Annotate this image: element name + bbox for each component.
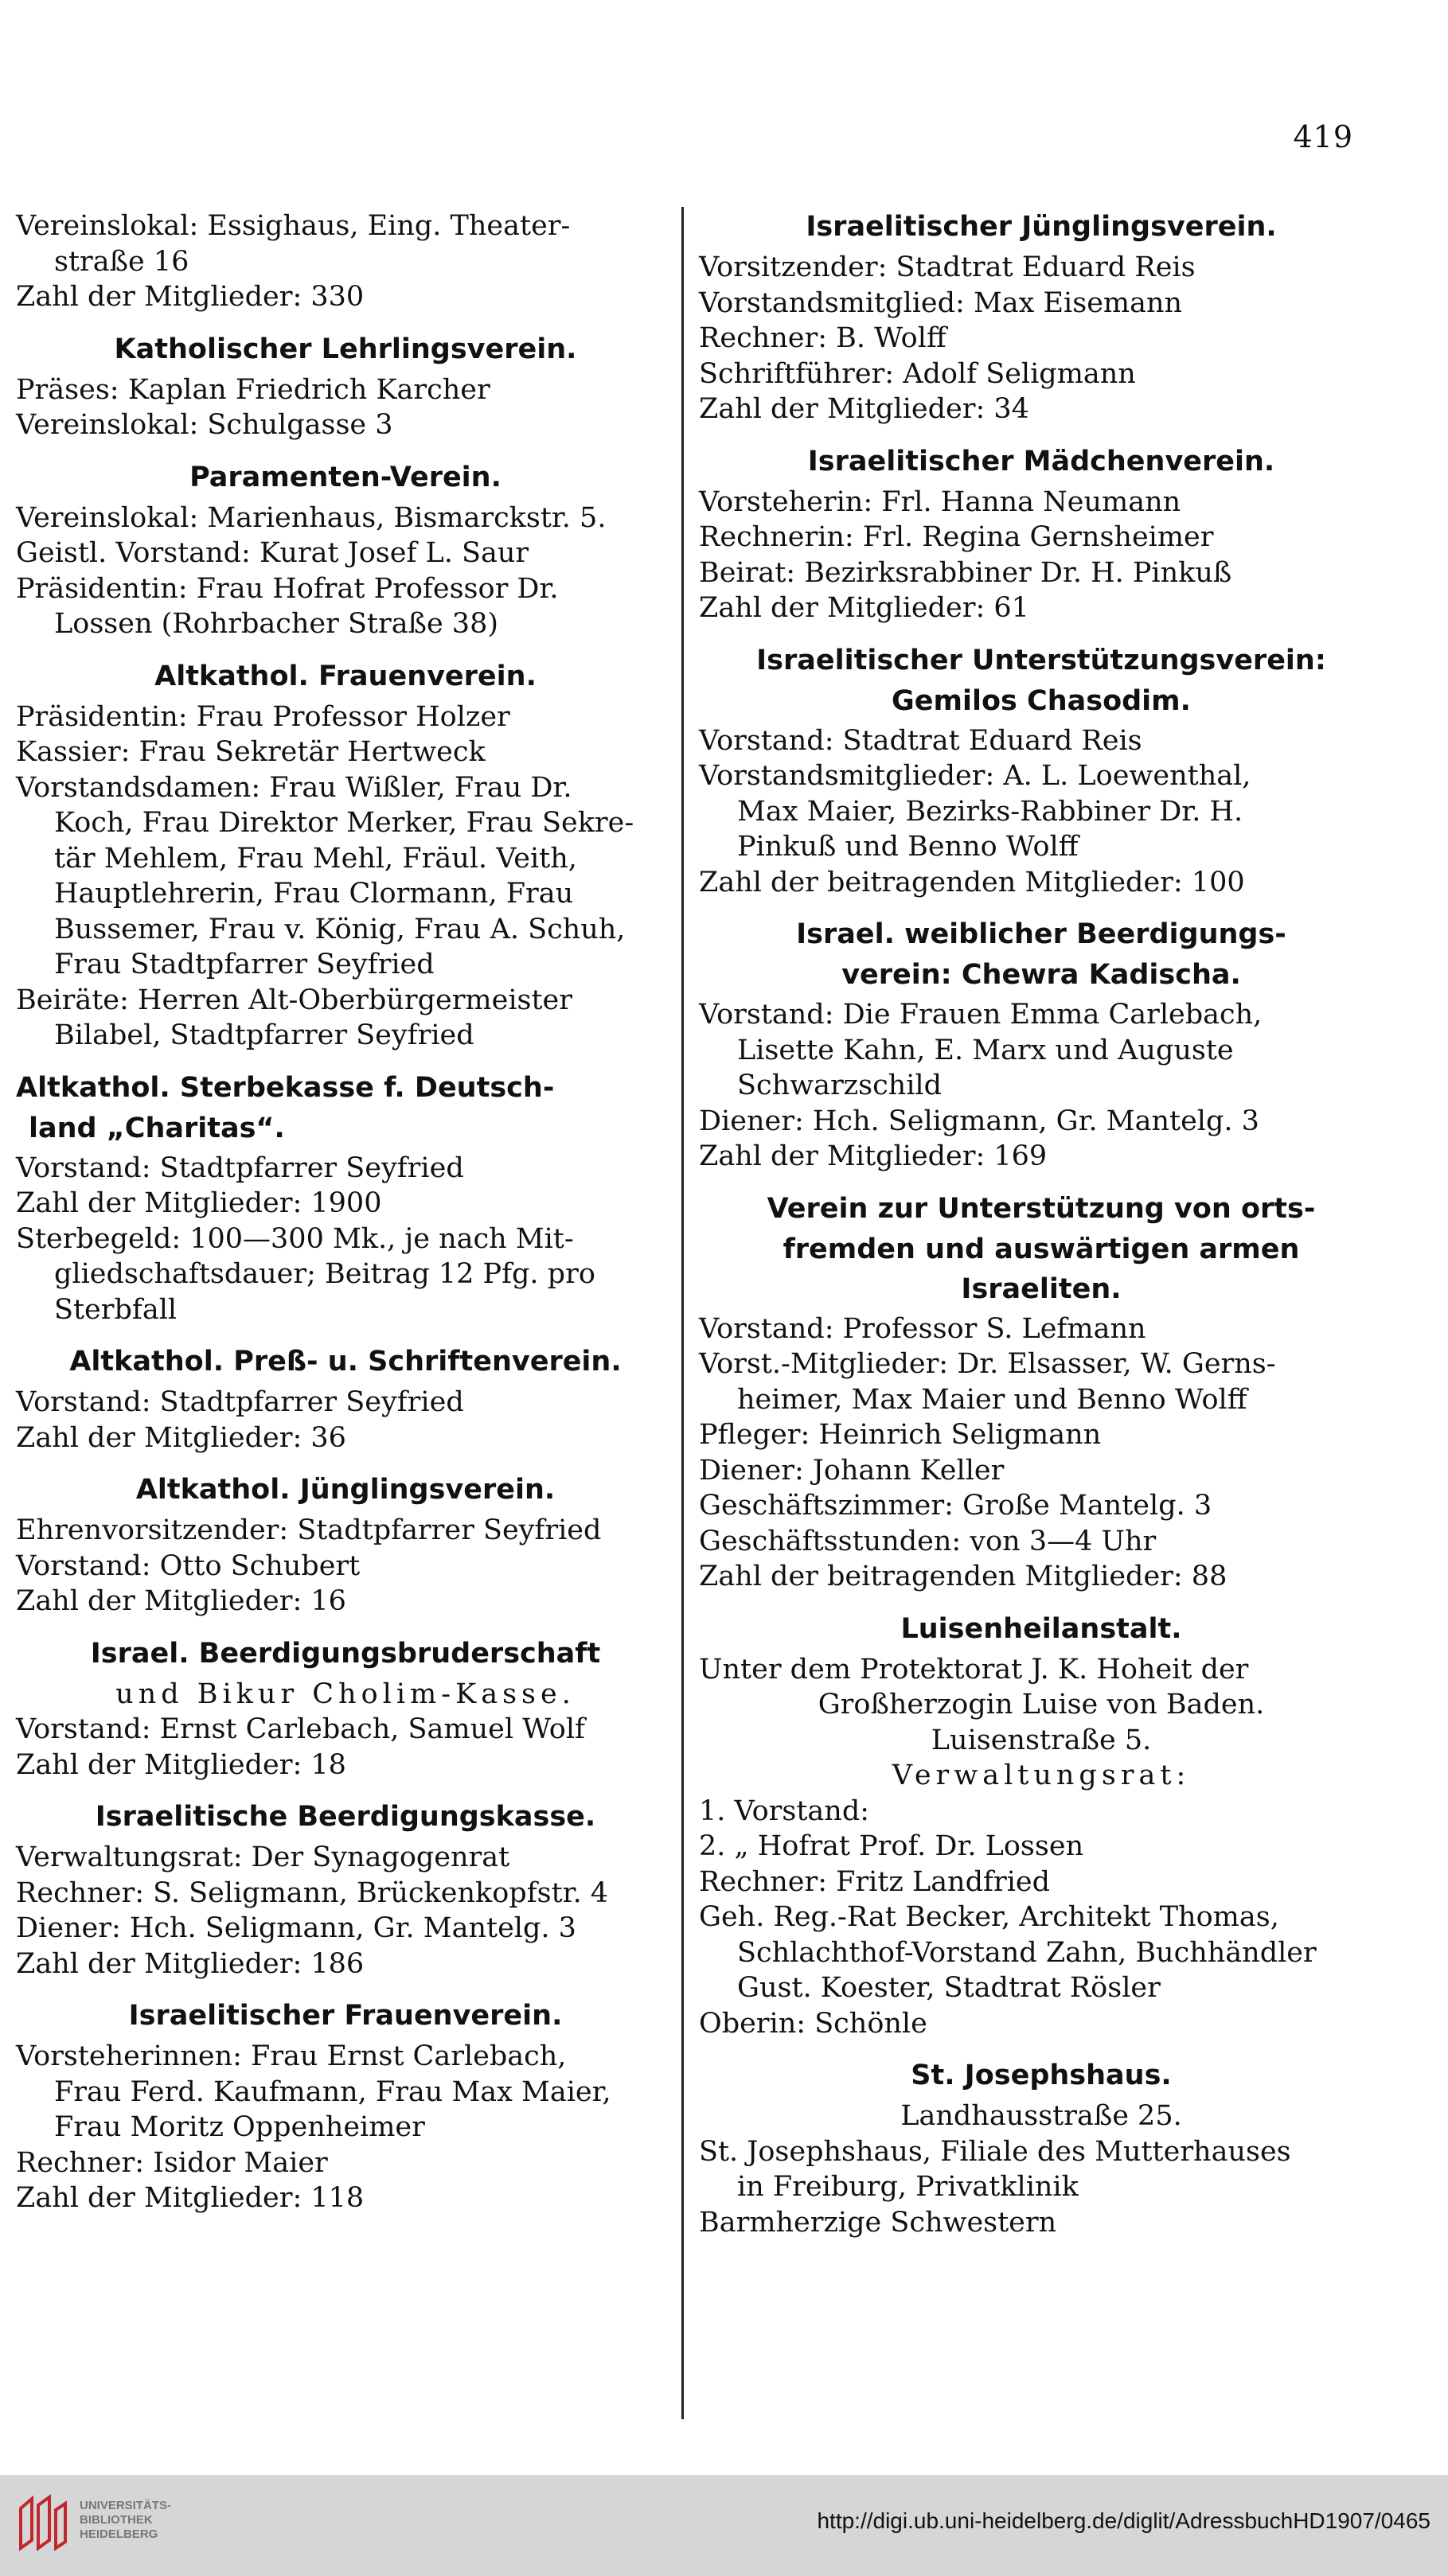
- entry-line: Diener: Hch. Seligmann, Gr. Mantelg. 3: [699, 1105, 1259, 1137]
- section-heading: Altkathol. Jünglingsverein.: [135, 1474, 556, 1506]
- entry-line: Präses: Kaplan Friedrich Karcher: [16, 373, 490, 406]
- section-heading: Katholischer Lehrlingsverein.: [114, 333, 577, 365]
- entry-line: Zahl der Mitglieder: 186: [16, 1947, 365, 1980]
- entry-line: Rechner: Fritz Landfried: [699, 1865, 1051, 1898]
- entry-line: Landhausstraße 25.: [900, 2100, 1182, 2132]
- entry-line: Luisenstraße 5.: [931, 1724, 1152, 1756]
- entry-line: Rechner: Isidor Maier: [16, 2146, 328, 2179]
- section-heading: Paramenten-Verein.: [189, 461, 502, 493]
- entry-line: Vorstand: Stadtpfarrer Seyfried: [16, 1386, 464, 1418]
- section-heading-continued: fremden und auswärtigen armen: [783, 1233, 1300, 1265]
- entry-line: Beirat: Bezirksrabbiner Dr. H. Pinkuß: [699, 556, 1232, 589]
- entry-line: und Bikur Cholim-Kasse.: [115, 1678, 576, 1710]
- entry-line: Diener: Johann Keller: [699, 1454, 1005, 1487]
- entry-line: Oberin: Schönle: [699, 2007, 927, 2040]
- entry-line: Frau Moritz Oppenheimer: [54, 2111, 425, 2143]
- entry-line: Frau Ferd. Kaufmann, Frau Max Maier,: [54, 2075, 611, 2108]
- entry-line: Geh. Reg.-Rat Becker, Architekt Thomas,: [699, 1901, 1279, 1933]
- footer-bar: [0, 2475, 1448, 2576]
- entry-line: Rechner: B. Wolff: [699, 322, 946, 354]
- library-name-line: HEIDELBERG: [80, 2527, 158, 2541]
- entry-line: Bussemer, Frau v. König, Frau A. Schuh,: [54, 913, 626, 945]
- entry-line: Vereinslokal: Essighaus, Eing. Theater-: [16, 210, 571, 242]
- entry-line: Zahl der Mitglieder: 34: [699, 393, 1029, 425]
- entry-line: Ehrenvorsitzender: Stadtpfarrer Seyfried: [16, 1514, 602, 1546]
- entry-line: Zahl der beitragenden Mitglieder: 100: [699, 866, 1245, 898]
- entry-line: Vorstandsmitglied: Max Eisemann: [699, 286, 1183, 319]
- entry-line: Vorst.-Mitglieder: Dr. Elsasser, W. Gerns-: [699, 1348, 1276, 1380]
- section-heading: Israel. Beerdigungsbruderschaft: [90, 1637, 601, 1670]
- entry-line: Gust. Koester, Stadtrat Rösler: [737, 1972, 1161, 2004]
- entry-line: Lisette Kahn, E. Marx und Auguste: [737, 1034, 1234, 1066]
- entry-line: Zahl der Mitglieder: 118: [16, 2182, 365, 2214]
- entry-line: Koch, Frau Direktor Merker, Frau Sekre-: [54, 807, 634, 839]
- entry-line: Vorstand: Die Frauen Emma Carlebach,: [699, 999, 1263, 1031]
- section-heading: Israelitische Beerdigungskasse.: [95, 1801, 596, 1833]
- library-name-line: BIBLIOTHEK: [80, 2513, 153, 2527]
- entry-line: Verwaltungsrat: Der Synagogenrat: [16, 1841, 510, 1873]
- entry-line: Geschäftsstunden: von 3—4 Uhr: [699, 1525, 1157, 1557]
- entry-line: Schlachthof-Vorstand Zahn, Buchhändler: [737, 1936, 1317, 1969]
- section-heading: Israel. weiblicher Beerdigungs-: [796, 918, 1286, 950]
- entry-line: tär Mehlem, Frau Mehl, Fräul. Veith,: [54, 842, 577, 875]
- entry-line: Pfleger: Heinrich Seligmann: [699, 1419, 1102, 1451]
- section-heading-continued: verein: Chewra Kadischa.: [841, 959, 1241, 991]
- entry-line: Lossen (Rohrbacher Straße 38): [54, 608, 499, 640]
- entry-line: Frau Stadtpfarrer Seyfried: [54, 949, 435, 980]
- entry-line: Geistl. Vorstand: Kurat Josef L. Saur: [16, 537, 529, 569]
- section-heading: Israelitischer Frauenverein.: [128, 2000, 563, 2032]
- entry-line: straße 16: [54, 245, 189, 278]
- entry-line: Vorstandsmitglieder: A. L. Loewenthal,: [699, 760, 1251, 792]
- entry-line: Pinkuß und Benno Wolff: [737, 831, 1079, 863]
- entry-line: Geschäftszimmer: Große Mantelg. 3: [699, 1490, 1212, 1522]
- entry-line: Vorstand: Otto Schubert: [16, 1549, 361, 1582]
- entry-line: Präsidentin: Frau Hofrat Professor Dr.: [16, 572, 559, 605]
- section-heading: Israelitischer Jünglingsverein.: [806, 211, 1277, 243]
- entry-line: Vereinslokal: Schulgasse 3: [16, 409, 393, 441]
- entry-line: Vorsitzender: Stadtrat Eduard Reis: [699, 251, 1196, 283]
- section-heading: Altkathol. Frauenverein.: [154, 660, 537, 692]
- source-url[interactable]: http://digi.ub.uni-heidelberg.de/diglit/AdressbuchHD1907/0465: [817, 2508, 1430, 2533]
- entry-line: Zahl der Mitglieder: 16: [16, 1585, 346, 1617]
- entry-line: Diener: Hch. Seligmann, Gr. Mantelg. 3: [16, 1912, 576, 1944]
- entry-line: Zahl der Mitglieder: 169: [699, 1140, 1048, 1172]
- left-column: [16, 208, 675, 2216]
- entry-line: Zahl der beitragenden Mitglieder: 88: [699, 1561, 1227, 1592]
- entry-line: gliedschaftsdauer; Beitrag 12 Pfg. pro: [54, 1258, 595, 1290]
- entry-line: Rechnerin: Frl. Regina Gernsheimer: [699, 521, 1214, 553]
- entry-line: Vereinslokal: Marienhaus, Bismarckstr. 5.: [16, 501, 607, 534]
- entry-line: Vorstand: Stadtpfarrer Seyfried: [16, 1152, 464, 1184]
- entry-line: Großherzogin Luise von Baden.: [818, 1689, 1265, 1721]
- section-heading: Israelitischer Mädchenverein.: [807, 445, 1275, 477]
- entry-line: Sterbfall: [54, 1293, 178, 1326]
- entry-line: St. Josephshaus, Filiale des Mutterhauses: [699, 2135, 1291, 2168]
- section-heading: Verein zur Unterstützung von orts-: [767, 1192, 1316, 1225]
- entry-line: Vorstand: Stadtrat Eduard Reis: [699, 724, 1142, 757]
- entry-line: Präsidentin: Frau Professor Holzer: [16, 700, 510, 733]
- section-heading: Luisenheilanstalt.: [900, 1612, 1182, 1645]
- page-number: 419: [1293, 119, 1353, 154]
- entry-line: Rechner: S. Seligmann, Brückenkopfstr. 4: [16, 1876, 609, 1909]
- entry-line: Beiräte: Herren Alt-Oberbürgermeister: [16, 984, 572, 1016]
- library-name: [80, 2499, 171, 2542]
- right-column: [699, 208, 1384, 2240]
- entry-line: in Freiburg, Privatklinik: [737, 2171, 1079, 2203]
- section-heading: Altkathol. Sterbekasse f. Deutsch-: [16, 1071, 555, 1104]
- entry-line: Schwarzschild: [737, 1070, 943, 1101]
- entry-line: Hauptlehrerin, Frau Clormann, Frau: [54, 878, 574, 910]
- entry-line: Zahl der Mitglieder: 1900: [16, 1187, 382, 1219]
- entry-line: Vorstand: Ernst Carlebach, Samuel Wolf: [16, 1713, 585, 1745]
- entry-line: 2. „ Hofrat Prof. Dr. Lossen: [699, 1830, 1084, 1862]
- entry-line: 1. Vorstand:: [699, 1795, 870, 1827]
- section-heading-continued: Israeliten.: [961, 1272, 1122, 1305]
- entry-line: Zahl der Mitglieder: 18: [16, 1748, 346, 1781]
- entry-line: Vorsteherin: Frl. Hanna Neumann: [699, 485, 1181, 518]
- entry-line: Bilabel, Stadtpfarrer Seyfried: [54, 1019, 474, 1051]
- entry-line: Barmherzige Schwestern: [699, 2206, 1057, 2239]
- entry-line: Sterbegeld: 100—300 Mk., je nach Mit-: [16, 1222, 574, 1255]
- section-heading: Altkathol. Preß- u. Schriftenverein.: [69, 1346, 622, 1378]
- ub-heidelberg-logo-icon: [14, 2492, 70, 2556]
- entry-line: Max Maier, Bezirks-Rabbiner Dr. H.: [737, 795, 1243, 828]
- entry-line: heimer, Max Maier und Benno Wolff: [737, 1383, 1247, 1416]
- entry-line: Vorstandsdamen: Frau Wißler, Frau Dr.: [16, 771, 572, 804]
- section-heading: St. Josephshaus.: [911, 2060, 1172, 2091]
- entry-line: Kassier: Frau Sekretär Hertweck: [16, 736, 486, 768]
- library-name-line: UNIVERSITÄTS-: [80, 2499, 172, 2512]
- entry-line: Zahl der Mitglieder: 61: [699, 592, 1029, 624]
- entry-line: Zahl der Mitglieder: 330: [16, 281, 365, 313]
- entry-line: Zahl der Mitglieder: 36: [16, 1421, 346, 1454]
- entry-line: Schriftführer: Adolf Seligmann: [699, 357, 1136, 390]
- entry-line: Vorstand: Professor S. Lefmann: [699, 1312, 1146, 1345]
- section-heading-continued: Gemilos Chasodim.: [892, 684, 1191, 717]
- section-heading-continued: land „Charitas“.: [29, 1112, 285, 1144]
- section-heading: Israelitischer Unterstützungsverein:: [756, 644, 1326, 676]
- entry-line: Unter dem Protektorat J. K. Hoheit der: [699, 1653, 1249, 1686]
- column-divider: [681, 207, 684, 2419]
- entry-line: Vorsteherinnen: Frau Ernst Carlebach,: [16, 2040, 567, 2072]
- entry-line: Verwaltungsrat:: [892, 1760, 1191, 1791]
